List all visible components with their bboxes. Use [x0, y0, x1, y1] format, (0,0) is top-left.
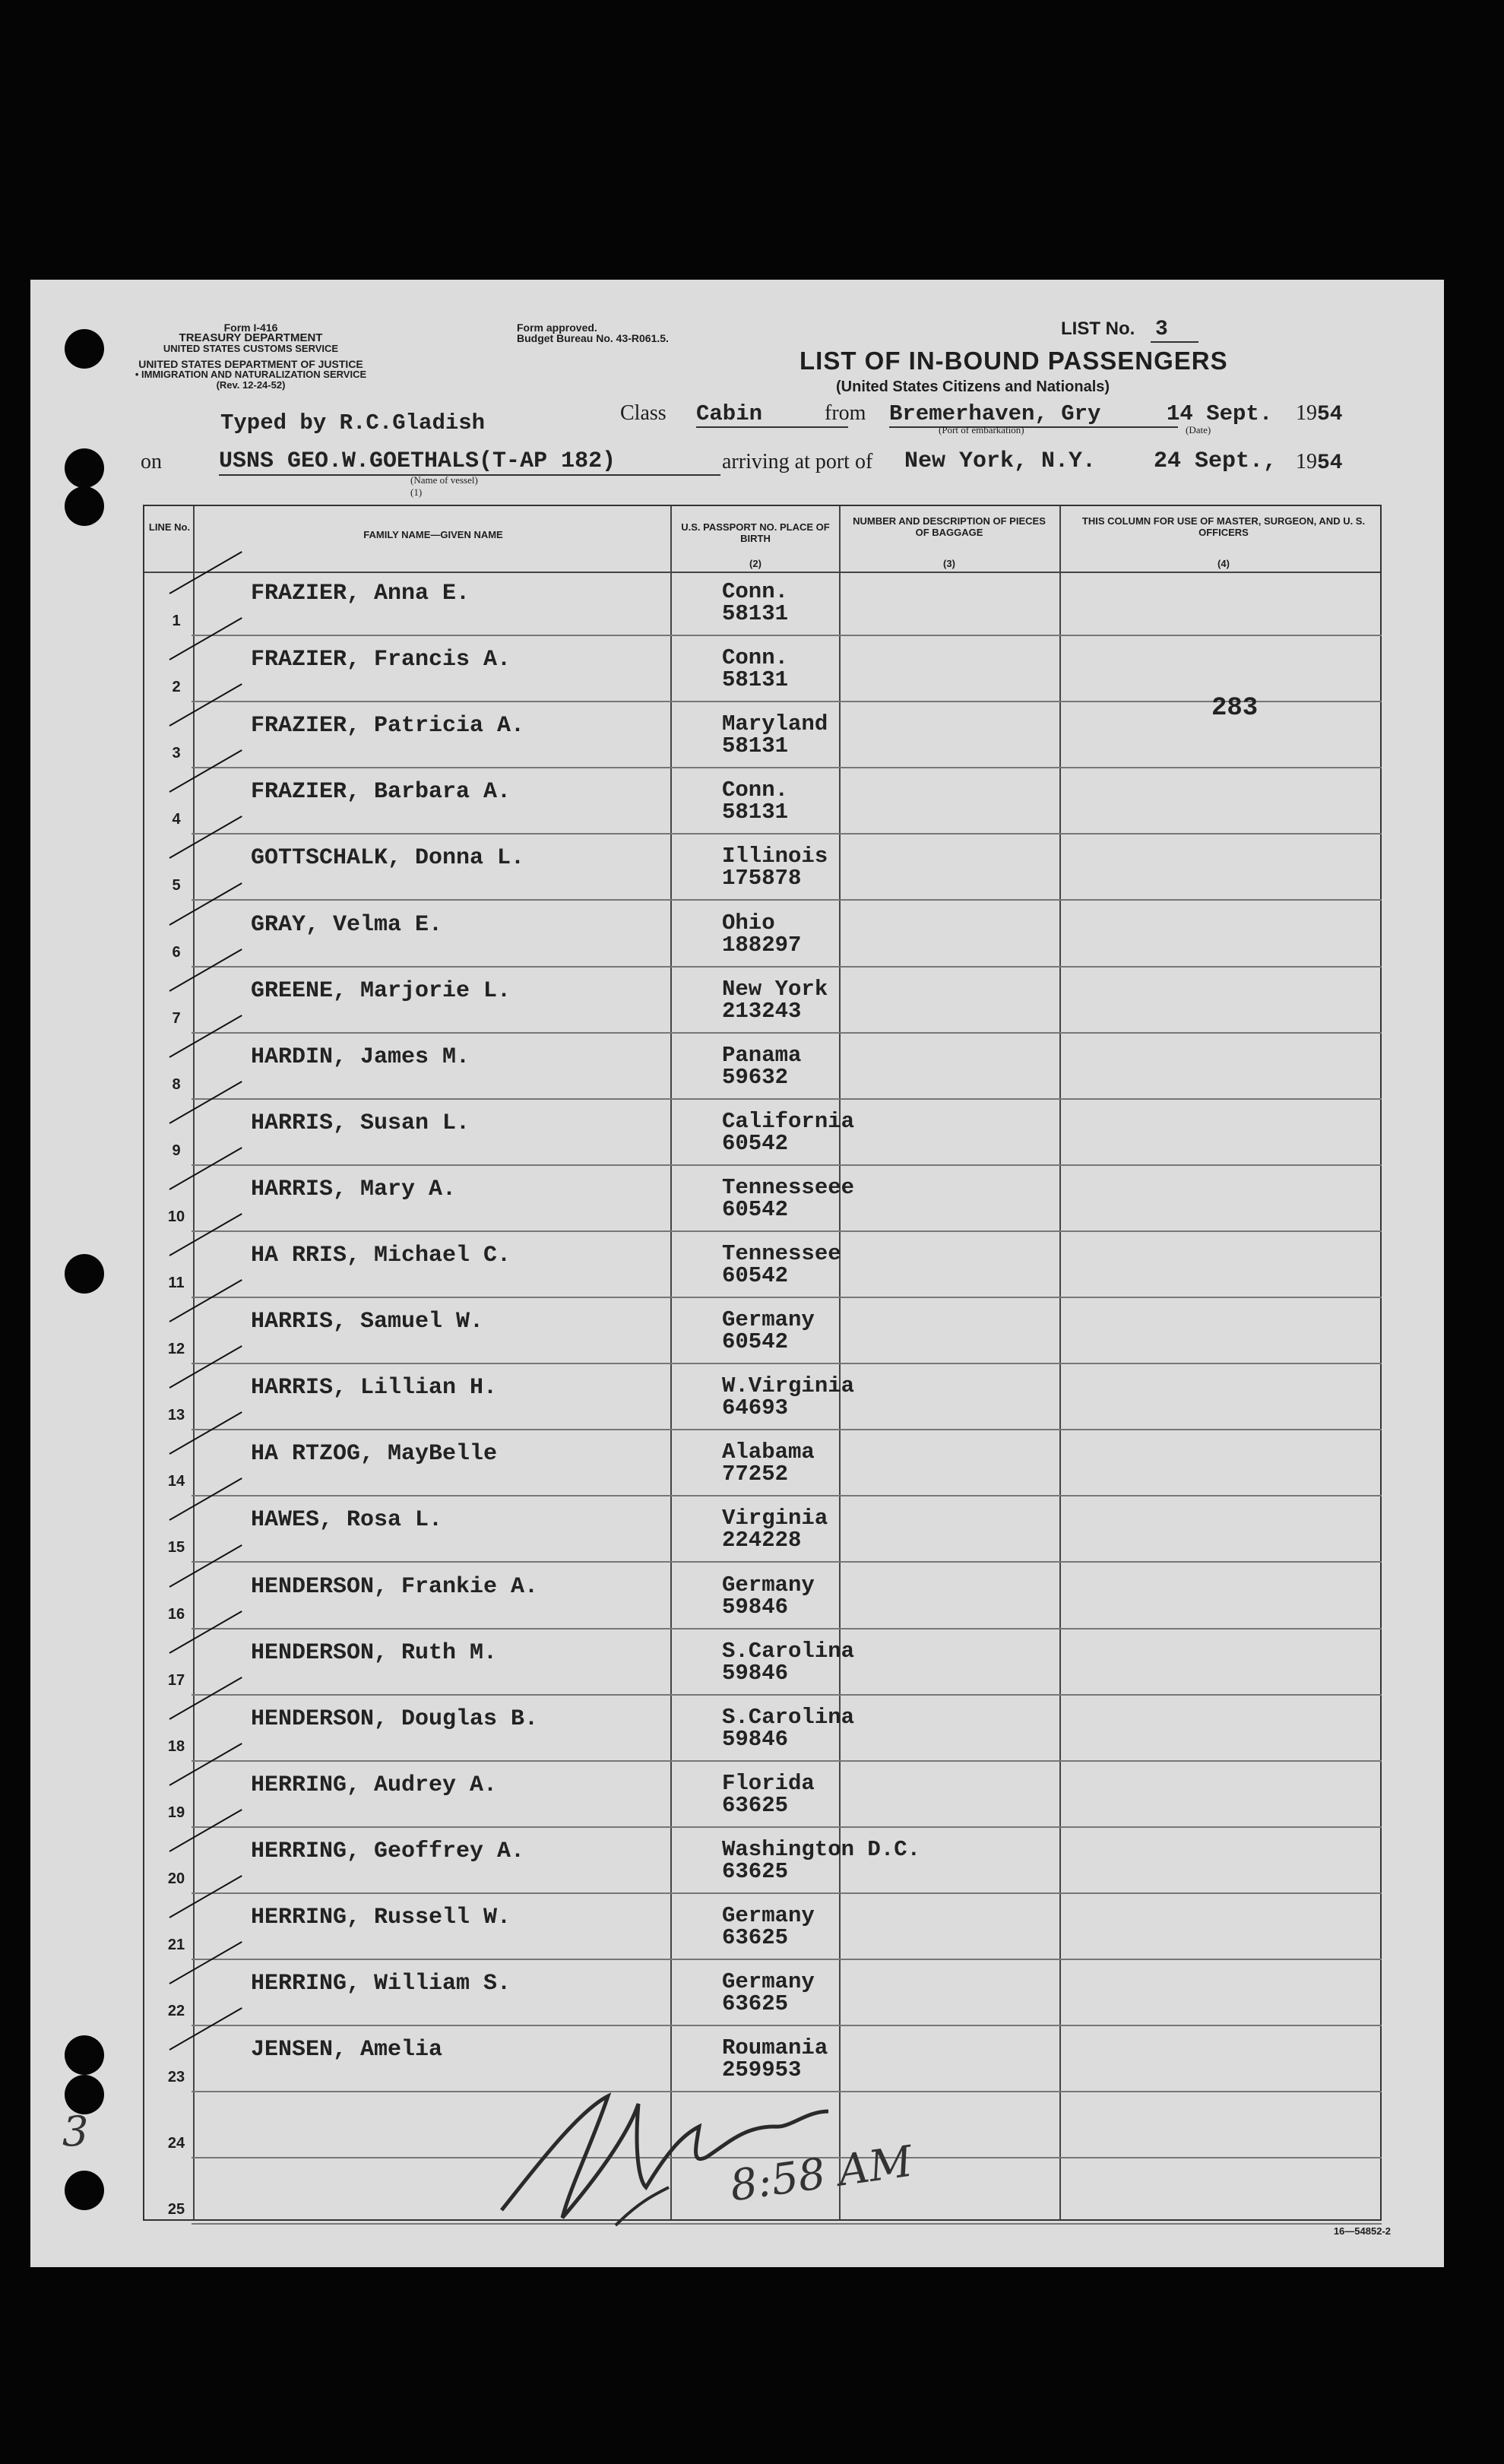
line-number: 18 — [167, 1737, 185, 1755]
passport-number: 58131 — [722, 667, 789, 693]
place-of-birth: Washington D.C. — [722, 1836, 921, 1862]
year-value: 54 — [1317, 403, 1343, 426]
line-number: 14 — [167, 1473, 185, 1490]
place-of-birth: Roumania — [722, 2035, 828, 2061]
list-number — [1061, 318, 1198, 341]
table-row — [143, 1696, 1382, 1762]
line-number: 17 — [167, 1671, 185, 1689]
line-number: 2 — [172, 679, 181, 696]
passport-number: 188297 — [722, 932, 802, 958]
arrival-date: 24 Sept., — [1154, 448, 1278, 474]
place-of-birth: Tennessee — [722, 1241, 841, 1266]
passport-number: 59846 — [722, 1594, 789, 1620]
col-baggage: NUMBER AND DESCRIPTION OF PIECES OF BAGGAGE — [853, 515, 1046, 538]
table-row — [143, 1496, 1382, 1563]
passenger-name: FRAZIER, Barbara A. — [251, 779, 511, 806]
passport-number: 58131 — [722, 601, 789, 626]
col-passport-number: (2) — [749, 558, 761, 569]
col-baggage-number: (3) — [943, 558, 955, 569]
passenger-name: GOTTSCHALK, Donna L. — [251, 845, 525, 872]
vessel-name: USNS GEO.W.GOETHALS(T-AP 182) — [219, 448, 720, 476]
arrival-year-prefix: 19 — [1296, 450, 1317, 473]
passport-number: 60542 — [722, 1130, 789, 1156]
passport-number: 77252 — [722, 1462, 789, 1487]
treasury-label: TREASURY DEPARTMENT — [179, 331, 323, 344]
place-of-birth: Panama — [722, 1042, 802, 1068]
table-row — [143, 901, 1382, 968]
passport-number: 59846 — [722, 1660, 789, 1686]
passport-number: 60542 — [722, 1263, 789, 1288]
col-line-no: LINE No. — [148, 521, 191, 533]
place-of-birth: Maryland — [722, 711, 828, 737]
place-of-birth: Germany — [722, 1969, 815, 1995]
place-of-birth: S.Carolina — [722, 1638, 855, 1664]
stamp-time: 8:58 AM — [727, 2136, 916, 2212]
passport-number: 60542 — [722, 1329, 789, 1355]
officer-number: 283 — [1211, 694, 1259, 723]
line-number: 15 — [167, 1539, 185, 1557]
revision-label: (Rev. 12-24-52) — [216, 379, 286, 391]
col-officers: THIS COLUMN FOR USE OF MASTER, SURGEON, AND U. S. OFFICERS — [1081, 515, 1366, 538]
place-of-birth: Germany — [722, 1903, 815, 1928]
col-name: FAMILY NAME—GIVEN NAME — [363, 529, 503, 540]
place-of-birth: California — [722, 1108, 855, 1134]
arrival-year — [1296, 450, 1343, 475]
passenger-name: HARDIN, James M. — [251, 1044, 470, 1070]
passport-number: 63625 — [722, 1925, 789, 1950]
passenger-name: HARRIS, Mary A. — [251, 1176, 457, 1202]
signature-scribble — [486, 2081, 912, 2233]
table-row — [143, 1100, 1382, 1166]
table-row — [143, 702, 1382, 768]
passport-number: 224228 — [722, 1528, 802, 1553]
manifest-sheet — [30, 280, 1444, 2267]
page-subtitle: (United States Citizens and Nationals) — [836, 378, 1110, 395]
line-number: 9 — [172, 1142, 181, 1159]
departure-year — [1296, 401, 1343, 426]
punch-hole — [65, 2171, 104, 2210]
passenger-name: FRAZIER, Anna E. — [251, 581, 470, 606]
passenger-name: HENDERSON, Ruth M. — [251, 1639, 498, 1666]
on-label: on — [141, 450, 162, 473]
customs-label: UNITED STATES CUSTOMS SERVICE — [163, 343, 339, 354]
place-of-birth: W.Virginia — [722, 1373, 855, 1399]
passenger-name: HARRIS, Samuel W. — [251, 1309, 484, 1335]
passenger-name: HAWES, Rosa L. — [251, 1507, 443, 1534]
table-row — [143, 1629, 1382, 1696]
table-row — [143, 1166, 1382, 1232]
page-title: LIST OF IN-BOUND PASSENGERS — [799, 347, 1228, 375]
passenger-name: JENSEN, Amelia — [251, 2037, 443, 2063]
line-number: 22 — [167, 2003, 185, 2020]
line-number: 25 — [167, 2201, 185, 2219]
passport-number: 213243 — [722, 998, 802, 1024]
place-of-birth: Conn. — [722, 645, 789, 671]
col-officers-number: (4) — [1217, 558, 1230, 569]
line-number: 12 — [167, 1341, 185, 1358]
passenger-name: HARRIS, Susan L. — [251, 1110, 470, 1136]
typed-by: Typed by R.C.Gladish — [220, 410, 486, 435]
line-number: 24 — [167, 2135, 185, 2152]
table-row — [143, 768, 1382, 835]
from-label: from — [825, 401, 866, 425]
line-number: 8 — [172, 1075, 181, 1093]
passport-number: 59846 — [722, 1726, 789, 1752]
passport-number: 64693 — [722, 1395, 789, 1421]
table-row — [143, 1298, 1382, 1364]
table-row — [143, 1563, 1382, 1629]
punch-hole — [65, 448, 104, 488]
table-row — [143, 1762, 1382, 1828]
table-row — [143, 968, 1382, 1034]
passenger-name: HA RTZOG, MayBelle — [251, 1441, 498, 1468]
arrival-year-value: 54 — [1317, 451, 1343, 475]
budget-label: Budget Bureau No. 43-R061.5. — [517, 332, 669, 344]
line-number: 16 — [167, 1605, 185, 1623]
place-of-birth: Conn. — [722, 778, 789, 803]
table-row — [143, 1828, 1382, 1894]
place-of-birth: Ohio — [722, 910, 775, 936]
passenger-name: FRAZIER, Francis A. — [251, 647, 511, 673]
table-row — [143, 636, 1382, 702]
line-number: 1 — [172, 613, 181, 629]
place-of-birth: Virginia — [722, 1506, 828, 1531]
form-header-left — [133, 322, 369, 391]
table-row — [143, 1034, 1382, 1100]
passport-number: 63625 — [722, 1991, 789, 2017]
line-number: 11 — [168, 1275, 185, 1291]
passport-number: 175878 — [722, 866, 802, 892]
year-prefix: 19 — [1296, 401, 1317, 425]
passenger-name: HARRIS, Lillian H. — [251, 1375, 498, 1401]
passenger-name: GRAY, Velma E. — [251, 911, 443, 938]
passenger-name: HERRING, Russell W. — [251, 1905, 511, 1930]
passenger-name: HERRING, Geoffrey A. — [251, 1838, 525, 1864]
from-value: Bremerhaven, Gry — [889, 401, 1178, 428]
passport-number: 259953 — [722, 2057, 802, 2083]
line-number: 7 — [172, 1009, 181, 1027]
col-passport: U.S. PASSPORT NO. PLACE OF BIRTH — [681, 521, 830, 544]
place-of-birth: Germany — [722, 1307, 815, 1333]
punch-hole — [65, 1254, 104, 1294]
class-label: Class — [620, 401, 667, 425]
line-number: 13 — [167, 1407, 185, 1424]
passport-number: 58131 — [722, 800, 789, 825]
vessel-col-number: (1) — [410, 486, 423, 498]
line-number: 4 — [172, 811, 181, 828]
vessel-caption: (Name of vessel) — [410, 474, 478, 486]
ins-label: • IMMIGRATION AND NATURALIZATION SERVICE — [135, 369, 367, 380]
table-row — [143, 1364, 1382, 1430]
table-row — [143, 570, 1382, 636]
passport-number: 60542 — [722, 1196, 789, 1222]
place-of-birth: Germany — [722, 1572, 815, 1598]
approved-label: Form approved. — [517, 321, 597, 334]
place-of-birth: Conn. — [722, 579, 789, 604]
table-row — [143, 1894, 1382, 1960]
passport-number: 63625 — [722, 1858, 789, 1884]
passport-number: 63625 — [722, 1792, 789, 1818]
passenger-name: HERRING, Audrey A. — [251, 1772, 498, 1798]
list-value: 3 — [1151, 318, 1198, 343]
arriving-label: arriving at port of — [722, 450, 873, 473]
table-row — [143, 1960, 1382, 2026]
port-embarkation-caption: (Port of embarkation) — [939, 424, 1024, 435]
form-approval — [517, 322, 669, 344]
passport-number: 58131 — [722, 733, 789, 759]
place-of-birth: S.Carolina — [722, 1704, 855, 1730]
passenger-name: HENDERSON, Frankie A. — [251, 1573, 539, 1600]
line-number: 23 — [167, 2069, 185, 2086]
margin-number: 3 — [62, 2108, 89, 2155]
punch-hole — [65, 329, 104, 369]
line-number: 10 — [167, 1208, 185, 1225]
passenger-name: HENDERSON, Douglas B. — [251, 1705, 539, 1732]
place-of-birth: New York — [722, 976, 828, 1002]
departure-date: 14 Sept. — [1167, 401, 1273, 426]
date-caption: (Date) — [1186, 424, 1211, 435]
place-of-birth: Illinois — [722, 844, 828, 869]
place-of-birth: Tennesseee — [722, 1174, 855, 1200]
footer-code: 16—54852-2 — [1333, 2225, 1391, 2237]
justice-label: UNITED STATES DEPARTMENT OF JUSTICE — [138, 358, 363, 370]
line-number: 21 — [167, 1937, 185, 1953]
table-row — [143, 1430, 1382, 1496]
place-of-birth: Florida — [722, 1770, 815, 1796]
class-value: Cabin — [696, 401, 848, 428]
passenger-name: GREENE, Marjorie L. — [251, 977, 511, 1004]
punch-hole — [65, 486, 104, 526]
passenger-name: HERRING, William S. — [251, 1971, 511, 1997]
table-row — [143, 1232, 1382, 1298]
line-number: 20 — [167, 1870, 185, 1887]
line-number: 6 — [172, 943, 181, 961]
list-label: LIST No. — [1061, 318, 1135, 339]
form-number: Form I-416 — [223, 321, 278, 334]
passenger-name: FRAZIER, Patricia A. — [251, 713, 525, 740]
punch-hole — [65, 2035, 104, 2075]
table-row — [143, 835, 1382, 901]
passenger-name: HA RRIS, Michael C. — [251, 1243, 511, 1268]
line-number: 3 — [172, 745, 181, 762]
place-of-birth: Alabama — [722, 1439, 815, 1465]
passport-number: 59632 — [722, 1064, 789, 1090]
line-number: 19 — [167, 1804, 185, 1821]
arrival-port: New York, N.Y. — [904, 448, 1097, 474]
line-number: 5 — [172, 877, 181, 895]
